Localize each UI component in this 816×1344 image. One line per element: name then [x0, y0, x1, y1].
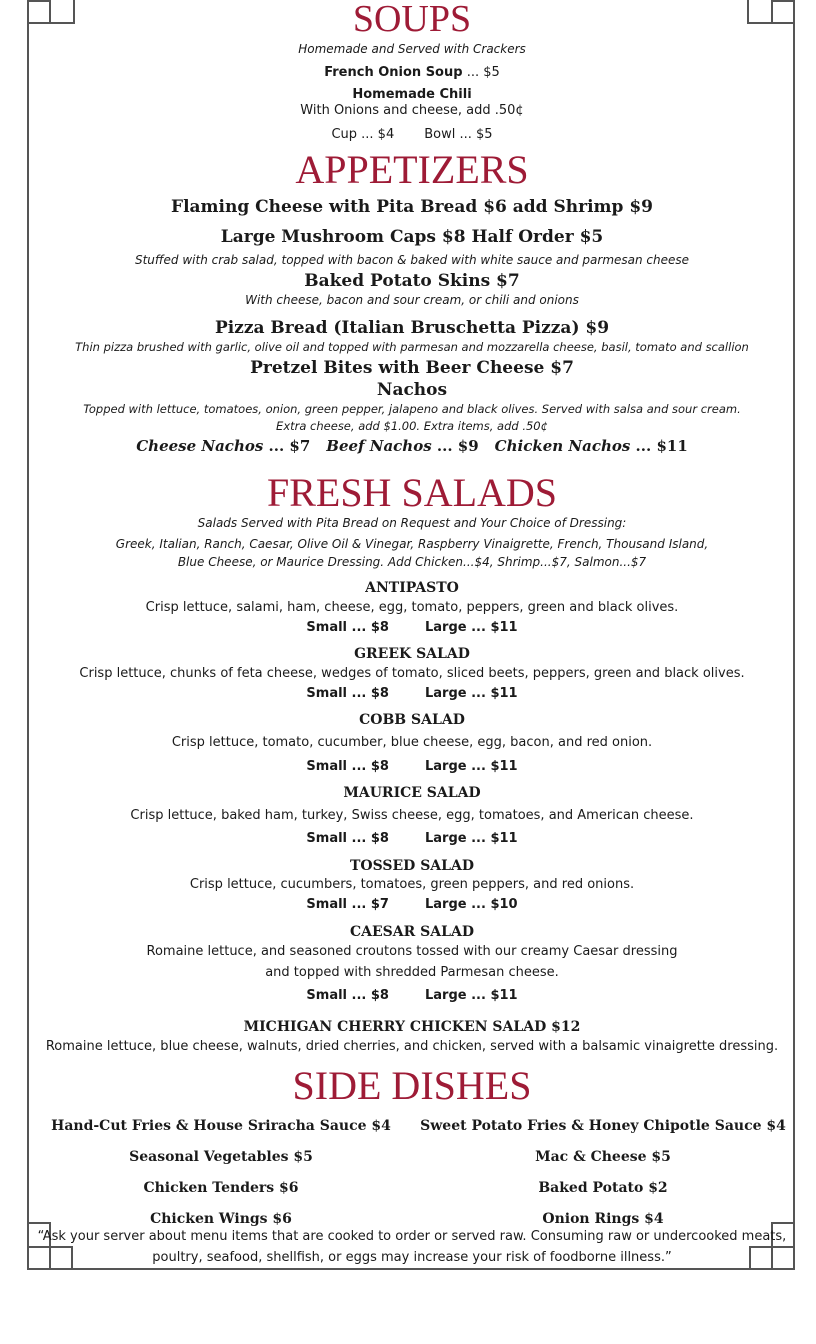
cheese-nachos-name: Cheese Nachos [136, 437, 264, 455]
side-dish-item: Onion Rings $4 [542, 1211, 664, 1227]
large-price: Large ... $11 [424, 988, 518, 1003]
salad-name: MAURICE SALAD [343, 785, 481, 801]
large-price: Large ... $10 [424, 897, 518, 912]
item-price: ... $5 [462, 65, 500, 80]
mushroom-item: Large Mushroom Caps $8 Half Order $5 [220, 227, 604, 247]
salad-name: ANTIPASTO [365, 580, 459, 596]
salad-desc: Romaine lettuce, and seasoned croutons tossed with our creamy Caesar dressing [146, 944, 678, 959]
flaming-cheese-item: Flaming Cheese with Pita Bread $6 add Shrimp $9 [171, 197, 653, 217]
chili-sizes [30, 127, 794, 142]
salad-sizes [30, 897, 794, 912]
beef-nachos-price: ... $9 [431, 437, 479, 455]
disclaimer-line-2: poultry, seafood, shellfish, or eggs may increase your risk of foodborne illness.” [152, 1250, 672, 1265]
nachos-desc: Topped with lettuce, tomatoes, onion, green pepper, jalapeno and black olives. Served with salsa and sour cream. [83, 402, 741, 416]
nachos-extra: Extra cheese, add $1.00. Extra items, add .50¢ [276, 419, 548, 433]
sides-left-column [30, 1111, 412, 1235]
salad-desc: Crisp lettuce, cucumbers, tomatoes, green peppers, and red onions. [189, 877, 635, 892]
cup-price: Cup ... $4 [331, 127, 395, 142]
salad-desc: Crisp lettuce, chunks of feta cheese, wedges of tomato, sliced beets, peppers, green and black olives. [79, 666, 745, 681]
potato-skins-item: Baked Potato Skins $7 [304, 271, 520, 291]
beef-nachos-name: Beef Nachos [326, 437, 432, 455]
salads-intro: Salads Served with Pita Bread on Request and Your Choice of Dressing: [197, 516, 627, 530]
pizza-bread-item: Pizza Bread (Italian Bruschetta Pizza) $9 [214, 318, 610, 338]
appetizers-heading: APPETIZERS [295, 147, 529, 192]
chicken-nachos-price: ... $11 [630, 437, 688, 455]
salad-desc: Crisp lettuce, baked ham, turkey, Swiss cheese, egg, tomatoes, and American cheese. [130, 808, 694, 823]
chicken-nachos-name: Chicken Nachos [494, 437, 631, 455]
large-price: Large ... $11 [424, 831, 518, 846]
salad-desc: Crisp lettuce, salami, ham, cheese, egg, tomato, peppers, green and black olives. [145, 600, 679, 615]
nachos-heading: Nachos [376, 380, 448, 400]
salad-sizes [30, 831, 794, 846]
sides-right-column [412, 1111, 794, 1235]
salad-name: GREEK SALAD [354, 646, 470, 662]
salad-sizes [30, 759, 794, 774]
pizza-bread-desc: Thin pizza brushed with garlic, olive oil and topped with parmesan and mozzarella cheese, basil, tomato and scallion [75, 340, 749, 354]
salad-desc: Crisp lettuce, tomato, cucumber, blue cheese, egg, bacon, and red onion. [171, 735, 653, 750]
chili-name: Homemade Chili [352, 87, 472, 102]
salad-name: COBB SALAD [359, 712, 465, 728]
soups-subtitle: Homemade and Served with Crackers [298, 42, 526, 56]
potato-skins-desc: With cheese, bacon and sour cream, or chili and onions [245, 293, 579, 307]
side-dish-item: Sweet Potato Fries & Honey Chipotle Sauce $4 [420, 1118, 786, 1134]
small-price: Small ... $7 [306, 897, 389, 912]
small-price: Small ... $8 [306, 620, 389, 635]
small-price: Small ... $8 [306, 831, 389, 846]
chili-note: With Onions and cheese, add .50¢ [300, 103, 524, 118]
side-dish-item: Mac & Cheese $5 [535, 1149, 671, 1165]
nachos-options [30, 437, 794, 455]
side-dish-item: Baked Potato $2 [538, 1180, 668, 1196]
bowl-price: Bowl ... $5 [424, 127, 493, 142]
small-price: Small ... $8 [306, 988, 389, 1003]
salad-sizes [30, 988, 794, 1003]
salad-name: CAESAR SALAD [350, 924, 474, 940]
mushroom-desc: Stuffed with crab salad, topped with bacon & baked with white sauce and parmesan cheese [134, 253, 690, 267]
small-price: Small ... $8 [306, 759, 389, 774]
small-price: Small ... $8 [306, 686, 389, 701]
salad-name: TOSSED SALAD [349, 858, 475, 874]
side-dish-item: Hand-Cut Fries & House Sriracha Sauce $4 [51, 1118, 391, 1134]
large-price: Large ... $11 [424, 759, 518, 774]
french-onion-item [30, 65, 794, 80]
large-price: Large ... $11 [424, 620, 518, 635]
salad-desc: and topped with shredded Parmesan cheese. [265, 965, 559, 980]
salad-sizes [30, 686, 794, 701]
item-name: French Onion Soup [324, 65, 463, 80]
large-price: Large ... $11 [424, 686, 518, 701]
michigan-salad-item: MICHIGAN CHERRY CHICKEN SALAD $12 [243, 1019, 581, 1035]
side-dish-item: Chicken Wings $6 [150, 1211, 292, 1227]
sides-heading: SIDE DISHES [292, 1063, 532, 1108]
soups-heading: SOUPS [352, 0, 472, 40]
salads-heading: FRESH SALADS [266, 470, 558, 515]
side-dish-item: Chicken Tenders $6 [143, 1180, 299, 1196]
disclaimer-line-1: “Ask your server about menu items that are cooked to order or served raw. Consuming raw or undercooked meats, [37, 1229, 787, 1244]
side-dish-item: Seasonal Vegetables $5 [129, 1149, 313, 1165]
salads-dressings-2: Blue Cheese, or Maurice Dressing. Add Chicken...$4, Shrimp...$7, Salmon...$7 [177, 555, 647, 569]
salads-dressings-1: Greek, Italian, Ranch, Caesar, Olive Oil & Vinegar, Raspberry Vinaigrette, French, Thousand Island, [115, 537, 709, 551]
cheese-nachos-price: ... $7 [263, 437, 311, 455]
pretzel-item: Pretzel Bites with Beer Cheese $7 [250, 358, 574, 378]
salad-sizes [30, 620, 794, 635]
michigan-salad-desc: Romaine lettuce, blue cheese, walnuts, dried cherries, and chicken, served with a balsamic vinaigrette dressing. [45, 1039, 779, 1054]
